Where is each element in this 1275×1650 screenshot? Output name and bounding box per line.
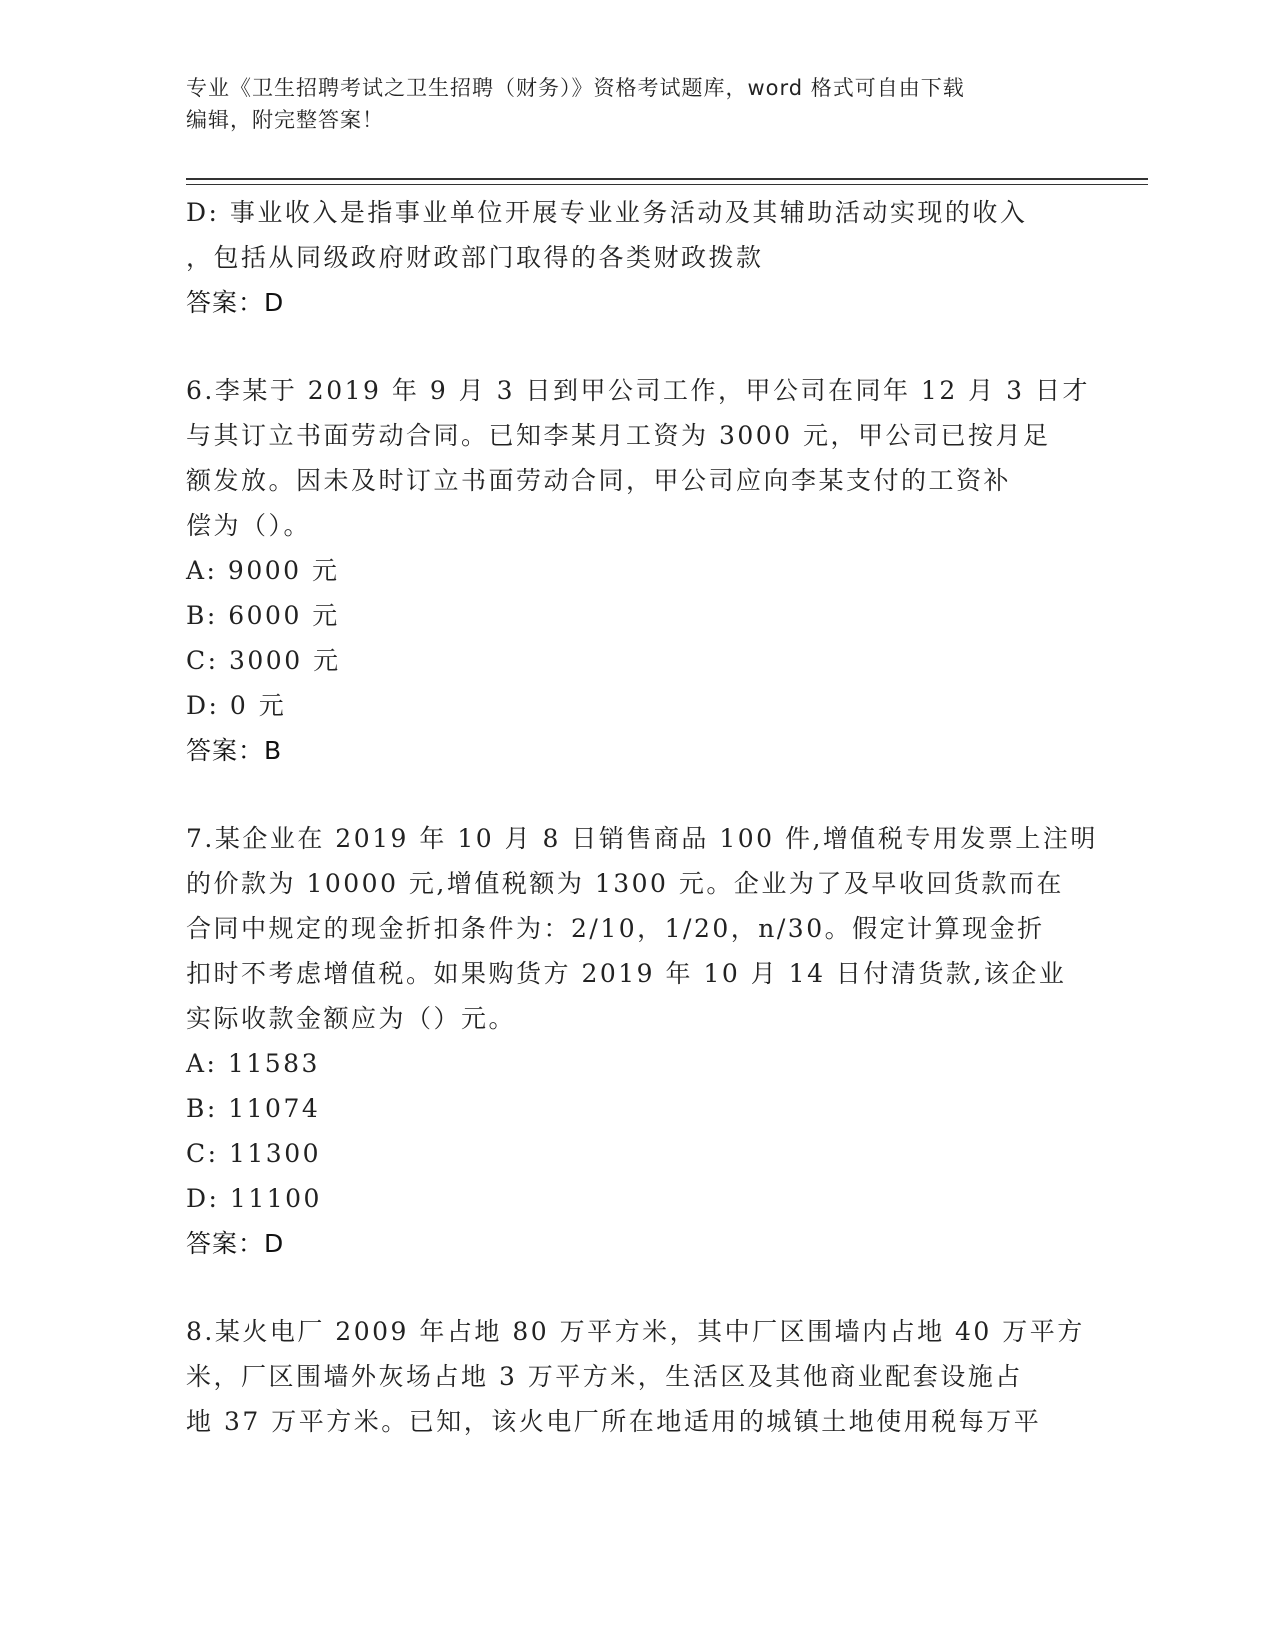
spacer [186, 773, 1086, 816]
question-stem-line: 扣时不考虑增值税。如果购货方 2019 年 10 月 14 日付清货款,该企业 [186, 959, 1067, 988]
option-c: C: 11300 [186, 1139, 322, 1168]
page-header [186, 72, 1066, 136]
question-stem-line: 7.某企业在 2019 年 10 月 8 日销售商品 100 件,增值税专用发票上注明 [186, 824, 1098, 853]
spacer [186, 1266, 1086, 1309]
question-stem-line: 米，厂区围墙外灰场占地 3 万平方米，生活区及其他商业配套设施占 [186, 1362, 1023, 1391]
question-stem-line: 与其订立书面劳动合同。已知李某月工资为 3000 元，甲公司已按月足 [186, 421, 1051, 450]
question-5-tail [186, 190, 1086, 325]
header-divider-thin [186, 184, 1148, 185]
header-line-2: 编辑，附完整答案！ [186, 108, 384, 132]
question-8 [186, 1309, 1086, 1444]
document-body [186, 190, 1098, 1444]
option-d-continued: ，包括从同级政府财政部门取得的各类财政拨款 [186, 243, 764, 272]
option-a: A: 9000 元 [186, 556, 340, 585]
option-d: D: 11100 [186, 1184, 322, 1213]
header-divider [186, 178, 1148, 180]
question-stem-line: 实际收款金额应为（）元。 [186, 1004, 517, 1033]
answer: 答案：D [186, 288, 285, 317]
answer: 答案：D [186, 1229, 285, 1258]
option-a: A: 11583 [186, 1049, 320, 1078]
question-7 [186, 816, 1098, 1266]
header-line-1: 专业《卫生招聘考试之卫生招聘（财务）》资格考试题库，word 格式可自由下载 [186, 76, 965, 100]
question-stem-line: 合同中规定的现金折扣条件为：2/10，1/20，n/30。假定计算现金折 [186, 914, 1045, 943]
answer: 答案：B [186, 736, 283, 765]
option-b: B: 11074 [186, 1094, 321, 1123]
question-stem-line: 偿为（）。 [186, 511, 312, 540]
question-stem-line: 8.某火电厂 2009 年占地 80 万平方米，其中厂区围墙内占地 40 万平方 [186, 1317, 1085, 1346]
option-b: B: 6000 元 [186, 601, 340, 630]
question-stem-line: 地 37 万平方米。已知，该火电厂所在地适用的城镇土地使用税每万平 [186, 1407, 1042, 1436]
question-6 [186, 368, 1090, 773]
question-stem-line: 6.李某于 2019 年 9 月 3 日到甲公司工作，甲公司在同年 12 月 3 日才 [186, 376, 1090, 405]
question-stem-line: 额发放。因未及时订立书面劳动合同，甲公司应向李某支付的工资补 [186, 466, 1012, 495]
option-d: D: 0 元 [186, 691, 287, 720]
option-c: C: 3000 元 [186, 646, 341, 675]
option-d: D: 事业收入是指事业单位开展专业业务活动及其辅助活动实现的收入 [186, 198, 1028, 227]
spacer [186, 325, 1086, 368]
question-stem-line: 的价款为 10000 元,增值税额为 1300 元。企业为了及早收回货款而在 [186, 869, 1064, 898]
